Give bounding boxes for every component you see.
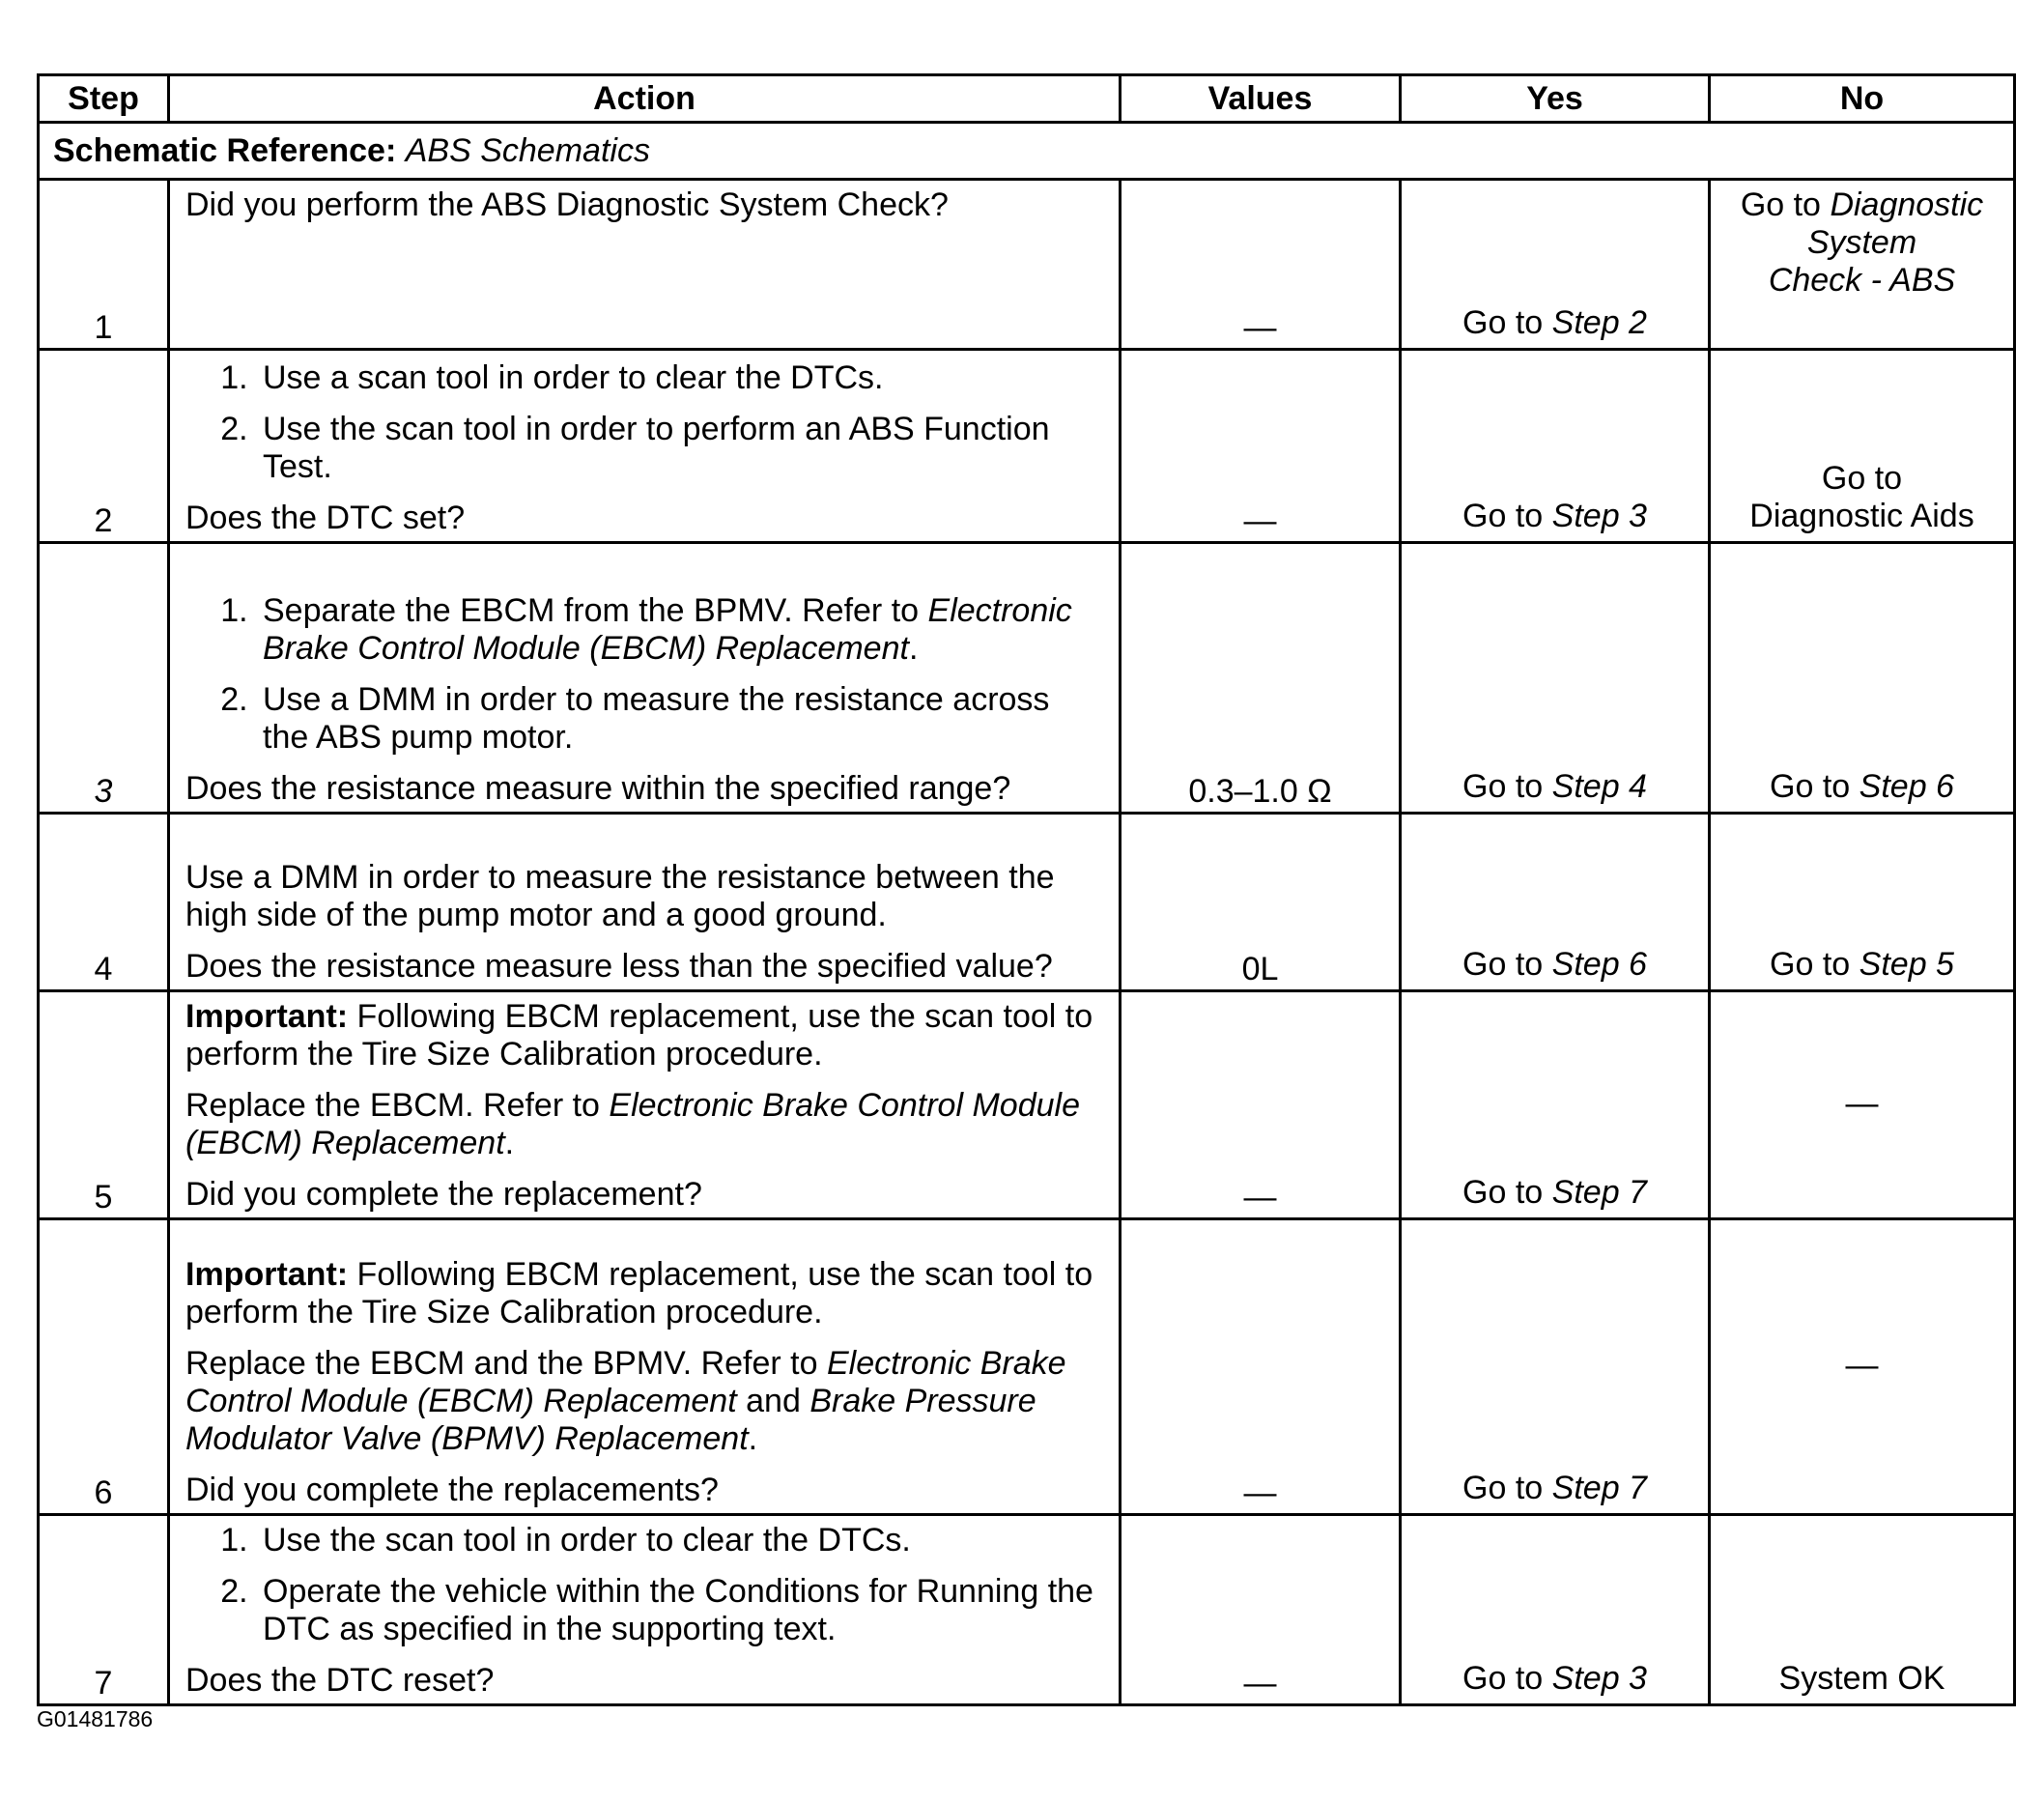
schematic-reference-row: [39, 123, 2015, 180]
no-link-diagnostic[interactable]: Diagnostic: [1830, 186, 1984, 223]
value-cell: 0.3–1.0 Ω: [1121, 543, 1401, 814]
yes-step-link[interactable]: Step 3: [1551, 1660, 1647, 1697]
step-number: 3: [39, 543, 169, 814]
header-yes: Yes: [1401, 75, 1710, 123]
action-cell: [169, 543, 1121, 814]
bpmv-replacement-link[interactable]: Brake Pressure Modulator Valve (BPMV) Replacement: [185, 1383, 1036, 1457]
header-values: Values: [1121, 75, 1401, 123]
go-to-label: Go to: [1462, 946, 1544, 983]
important-label: Important:: [185, 1256, 349, 1293]
table-row: [39, 1219, 2015, 1515]
action-steps-list: [185, 359, 1103, 486]
action-steps-list: [185, 592, 1103, 757]
value-cell: —: [1121, 180, 1401, 350]
yes-cell: [1401, 350, 1710, 543]
go-to-label: Go to: [1462, 768, 1544, 805]
important-note: [185, 1256, 1103, 1331]
no-cell: —: [1710, 991, 2015, 1219]
action-cell: [169, 350, 1121, 543]
diagnostic-table-container: [37, 73, 2013, 1706]
go-to-label: Go to: [1462, 1470, 1544, 1506]
action-question: Did you complete the replacements?: [185, 1472, 719, 1508]
important-text: Following EBCM replacement, use the scan tool to perform the Tire Size Calibration procedure.: [185, 1256, 1093, 1330]
important-label: Important:: [185, 998, 349, 1035]
value-cell: —: [1121, 1219, 1401, 1515]
no-cell: System OK: [1710, 1515, 2015, 1705]
yes-cell: [1401, 814, 1710, 991]
action-text: Use a DMM in order to measure the resistance between the high side of the pump motor and a good ground.: [185, 859, 1055, 933]
replace-text: Replace the EBCM. Refer to: [185, 1087, 600, 1124]
table-row: [39, 991, 2015, 1219]
table-row: [39, 543, 2015, 814]
diagnostic-table: [37, 73, 2016, 1706]
value-cell: —: [1121, 1515, 1401, 1705]
header-step: Step: [39, 75, 169, 123]
go-to-label: Go to: [1770, 946, 1851, 983]
yes-cell: [1401, 543, 1710, 814]
go-to-label: Go to: [1462, 1660, 1544, 1697]
action-cell: [169, 180, 1121, 350]
action-question: Did you perform the ABS Diagnostic System Check?: [185, 186, 949, 223]
yes-step-link[interactable]: Step 6: [1551, 946, 1647, 983]
action-cell: [169, 814, 1121, 991]
table-row: [39, 350, 2015, 543]
replace-instruction: [185, 1087, 1103, 1162]
yes-cell: [1401, 991, 1710, 1219]
replace-text: Replace the EBCM and the BPMV. Refer to: [185, 1345, 818, 1382]
figure-id: G01481786: [37, 1706, 154, 1731]
go-to-label: Go to: [1462, 498, 1544, 534]
table-row: [39, 180, 2015, 350]
action-question: Does the resistance measure within the specified range?: [185, 770, 1011, 807]
action-cell: [169, 1219, 1121, 1515]
no-go-to-label: Go to: [1821, 460, 1903, 497]
no-cell: [1710, 814, 2015, 991]
step-number: 6: [39, 1219, 169, 1515]
table-row: [39, 1515, 2015, 1705]
period: .: [748, 1420, 758, 1457]
step-number: 4: [39, 814, 169, 991]
no-cell: [1710, 543, 2015, 814]
action-step: 1. Use a scan tool in order to clear the DTCs.: [257, 359, 1103, 397]
action-step: 1. Use the scan tool in order to clear the DTCs.: [257, 1522, 1103, 1559]
yes-cell: [1401, 1219, 1710, 1515]
yes-step-link[interactable]: Step 7: [1551, 1470, 1647, 1506]
header-row: [39, 75, 2015, 123]
step-number: 2: [39, 350, 169, 543]
yes-cell: [1401, 1515, 1710, 1705]
period: .: [504, 1125, 515, 1161]
no-cell: [1710, 350, 2015, 543]
step-number: 1: [39, 180, 169, 350]
important-note: [185, 998, 1103, 1073]
no-link-diagnostic-aids[interactable]: Diagnostic Aids: [1749, 498, 1974, 534]
action-question: Does the DTC set?: [185, 500, 466, 536]
action-step: 2. Operate the vehicle within the Conditions for Running the DTC as specified in the supporting text.: [257, 1573, 1103, 1648]
action-cell: [169, 1515, 1121, 1705]
header-action: Action: [169, 75, 1121, 123]
action-step: 2. Use a DMM in order to measure the resistance across the ABS pump motor.: [257, 681, 1103, 757]
ebcm-replacement-link[interactable]: Electronic Brake Control Module (EBCM) Replacement: [263, 592, 1072, 667]
schematic-reference: [39, 123, 2015, 180]
header-no: No: [1710, 75, 2015, 123]
go-to-label: Go to: [1462, 304, 1544, 341]
period: .: [908, 630, 919, 667]
no-link-check-abs[interactable]: Check - ABS: [1768, 262, 1956, 299]
replace-instruction: [185, 1345, 1103, 1458]
step-number: 7: [39, 1515, 169, 1705]
yes-step-link[interactable]: Step 7: [1551, 1174, 1647, 1211]
important-text: Following EBCM replacement, use the scan tool to perform the Tire Size Calibration procedure.: [185, 998, 1093, 1073]
action-step: 2. Use the scan tool in order to perform an ABS Function Test.: [257, 411, 1103, 486]
action-steps-list: [185, 1522, 1103, 1648]
no-step-link[interactable]: Step 5: [1859, 946, 1954, 983]
schematic-reference-label: Schematic Reference:: [53, 131, 397, 169]
ebcm-replacement-link[interactable]: Electronic Brake Control Module (EBCM) Replacement: [185, 1345, 1066, 1419]
action-question: Does the DTC reset?: [185, 1662, 495, 1699]
action-cell: [169, 991, 1121, 1219]
value-cell: 0L: [1121, 814, 1401, 991]
yes-cell: [1401, 180, 1710, 350]
action-question: Does the resistance measure less than the specified value?: [185, 948, 1053, 985]
step-number: 5: [39, 991, 169, 1219]
ebcm-replacement-link[interactable]: Electronic Brake Control Module (EBCM) Replacement: [185, 1087, 1080, 1161]
table-row: [39, 814, 2015, 991]
action-step-text: Separate the EBCM from the BPMV. Refer to: [263, 592, 920, 629]
no-step-link[interactable]: Step 6: [1859, 768, 1954, 805]
no-go-to-label: Go to: [1740, 186, 1821, 223]
action-question: Did you complete the replacement?: [185, 1176, 702, 1213]
no-cell: —: [1710, 1219, 2015, 1515]
value-cell: —: [1121, 350, 1401, 543]
yes-step-link[interactable]: Step 4: [1551, 768, 1647, 805]
schematic-reference-link[interactable]: ABS Schematics: [405, 131, 650, 169]
go-to-label: Go to: [1462, 1174, 1544, 1211]
yes-step-link[interactable]: Step 3: [1551, 498, 1647, 534]
no-cell: [1710, 180, 2015, 350]
value-cell: —: [1121, 991, 1401, 1219]
and-text: and: [746, 1383, 801, 1419]
no-link-system[interactable]: System: [1806, 224, 1917, 261]
go-to-label: Go to: [1770, 768, 1851, 805]
action-step: [257, 592, 1103, 668]
yes-step-link[interactable]: Step 2: [1551, 304, 1647, 341]
